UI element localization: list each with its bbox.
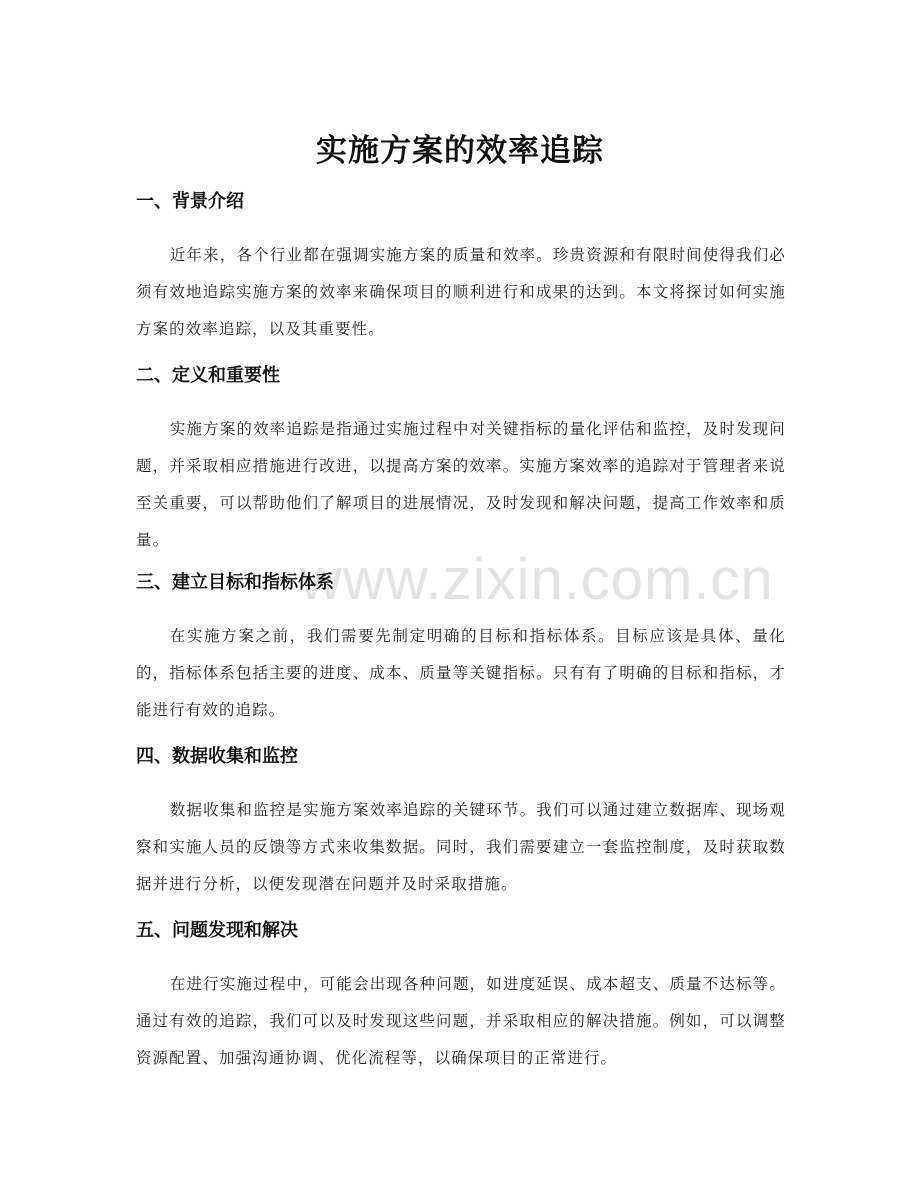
watermark: www.zixin.com.cn [300, 547, 774, 612]
section-problem-solving [136, 918, 786, 1077]
section-goals [136, 570, 786, 729]
section-background [136, 189, 786, 348]
section-paragraph: 在进行实施过程中，可能会出现各种问题，如进度延误、成本超支、质量不达标等。通过有效的追踪，我们可以及时发现这些问题，并采取相应的解决措施。例如，可以调整资源配置、加强沟通协调、优化流程等，以确保项目的正常进行。 [136, 975, 786, 1067]
section-heading: 一、背景介绍 [136, 191, 244, 212]
section-paragraph: 近年来，各个行业都在强调实施方案的质量和效率。珍贵资源和有限时间使得我们必须有效地追踪实施方案的效率来确保项目的顺利进行和成果的达到。本文将探讨如何实施方案的效率追踪，以及其重要性。 [136, 246, 786, 338]
section-paragraph: 数据收集和监控是实施方案效率追踪的关键环节。我们可以通过建立数据库、现场观察和实施人员的反馈等方式来收集数据。同时，我们需要建立一套监控制度，及时获取数据并进行分析，以便发现潜在问题并及时采取措施。 [136, 801, 786, 893]
section-heading: 二、定义和重要性 [136, 365, 280, 386]
section-heading: 五、问题发现和解决 [136, 920, 298, 941]
section-definition [136, 363, 786, 559]
section-paragraph: 在实施方案之前，我们需要先制定明确的目标和指标体系。目标应该是具体、量化的，指标体系包括主要的进度、成本、质量等关键指标。只有有了明确的目标和指标，才能进行有效的追踪。 [136, 627, 786, 719]
section-data-collection [136, 744, 786, 903]
section-heading: 四、数据收集和监控 [136, 746, 298, 767]
document-title: 实施方案的效率追踪 [316, 132, 604, 169]
section-paragraph: 实施方案的效率追踪是指通过实施过程中对关键指标的量化评估和监控，及时发现问题，并采取相应措施进行改进，以提高方案的效率。实施方案效率的追踪对于管理者来说至关重要，可以帮助他们了解项目的进展情况，及时发现和解决问题，提高工作效率和质量。 [136, 420, 786, 549]
section-heading: 三、建立目标和指标体系 [136, 572, 334, 593]
